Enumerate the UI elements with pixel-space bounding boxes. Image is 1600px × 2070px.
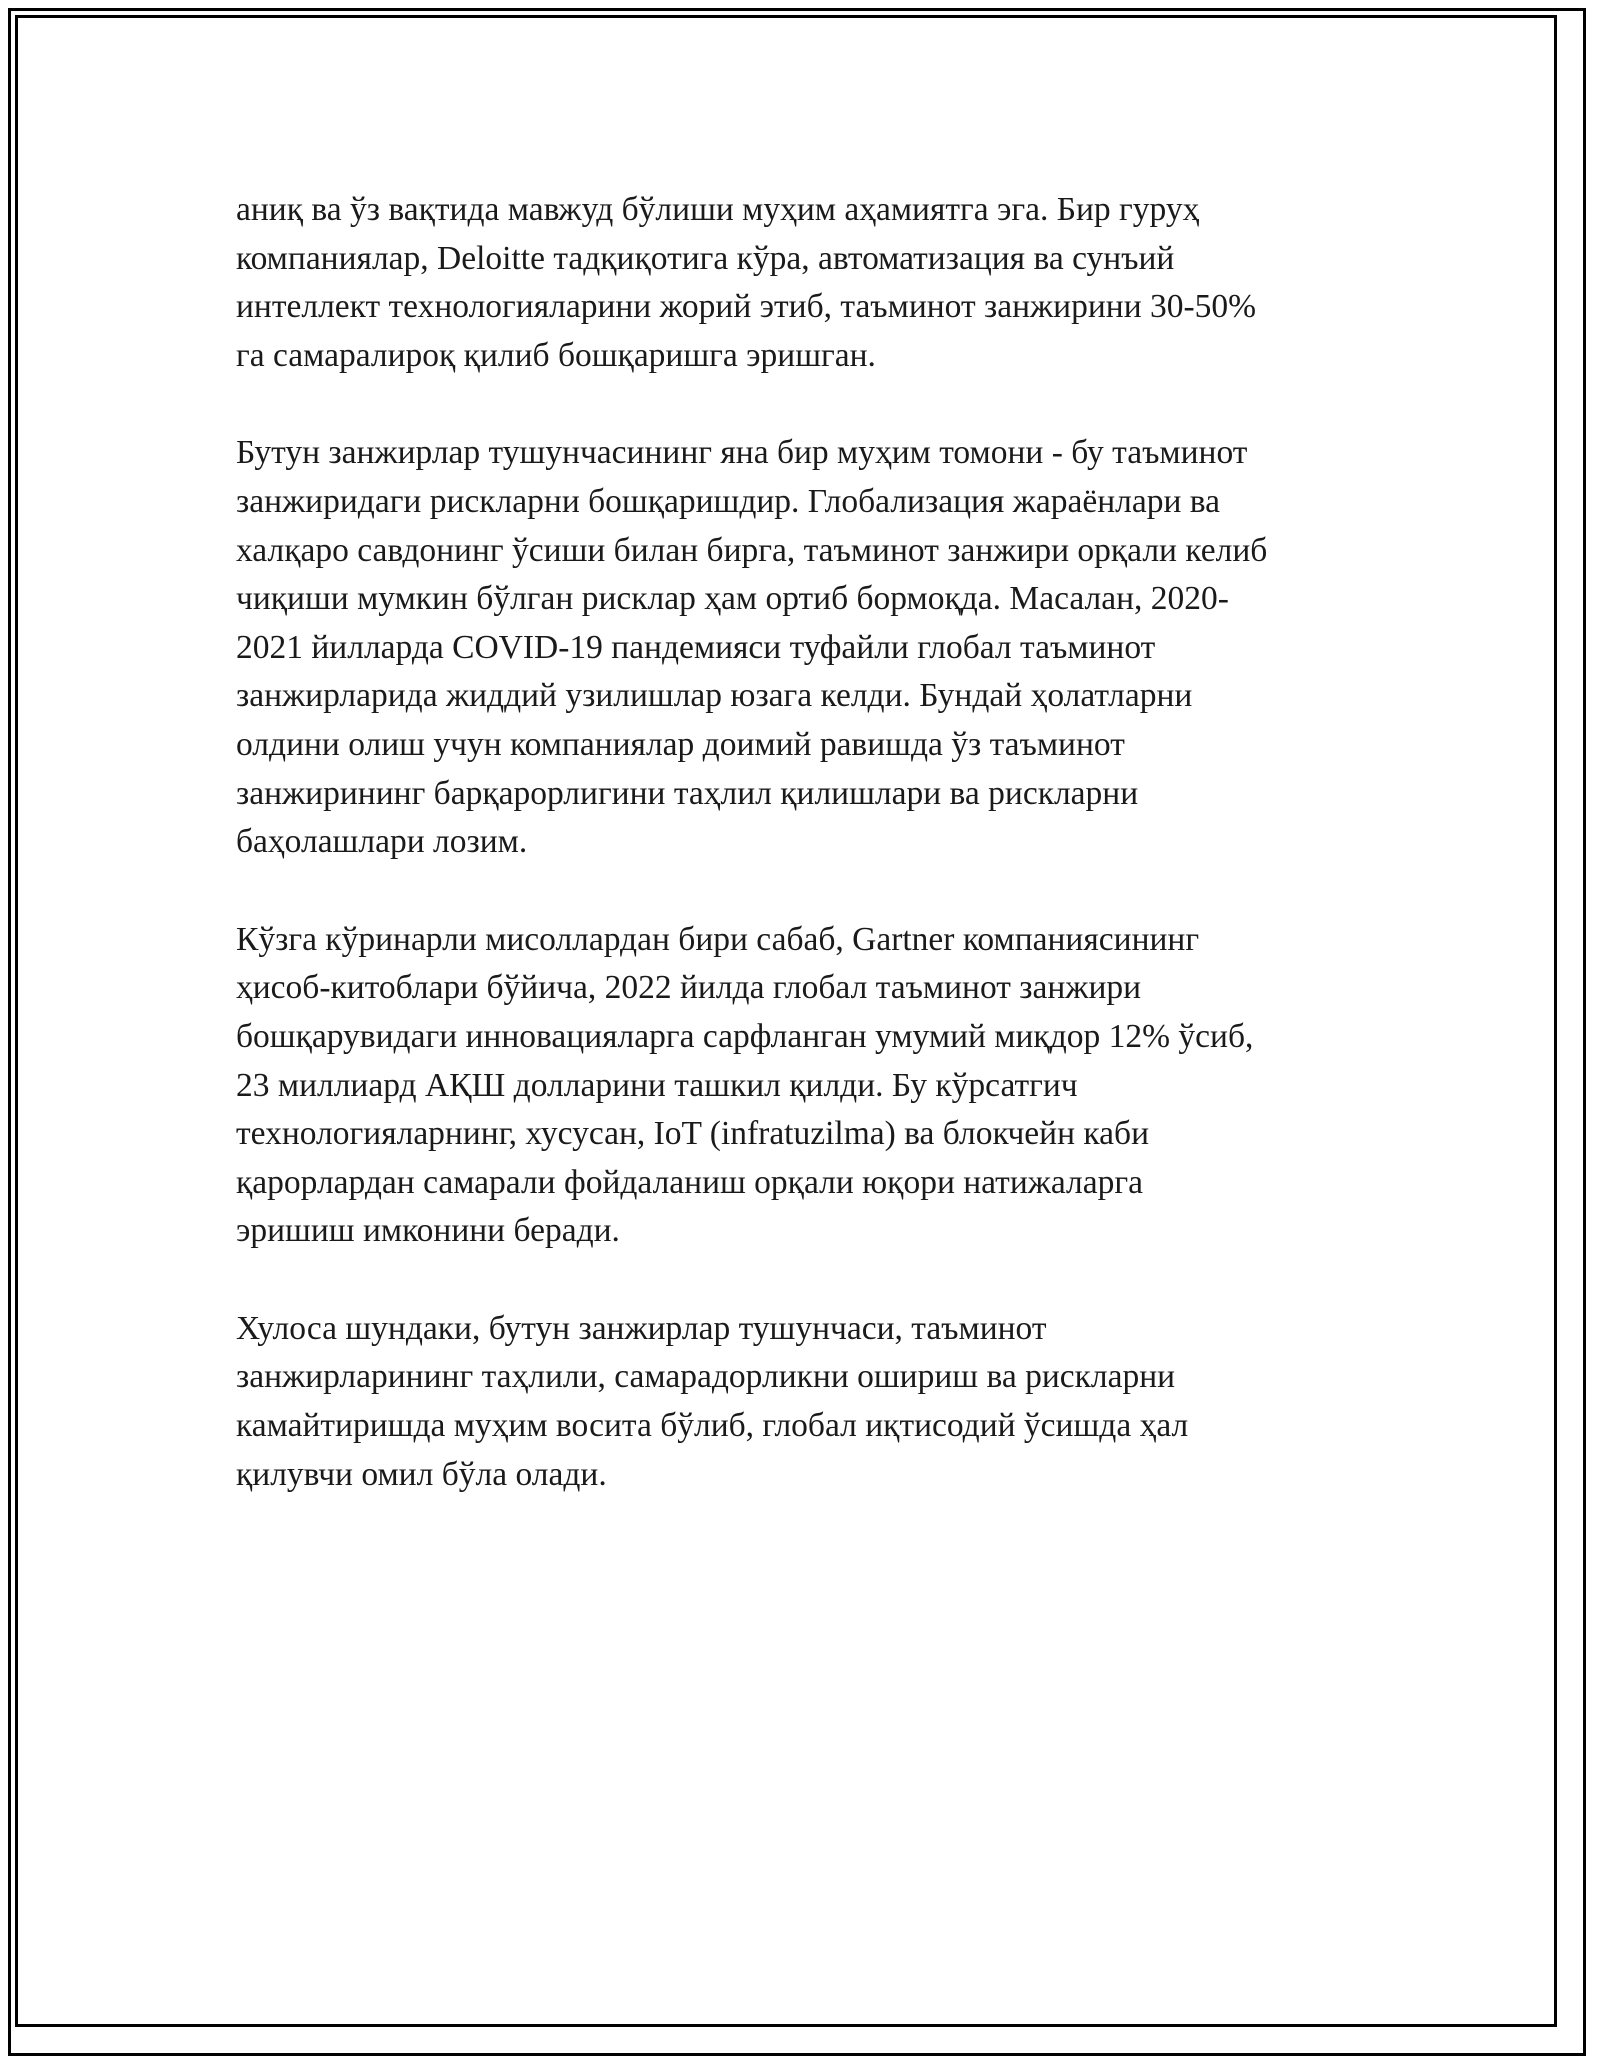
- text-line: эришиш имконини беради.: [236, 1212, 620, 1250]
- text-line: занжирининг барқарорлигини таҳлил қилишлари ва рискларни: [236, 774, 1139, 812]
- text-line: Кўзга кўринарли мисоллардан бири сабаб, Gartner компаниясининг: [236, 920, 1200, 958]
- text-line: занжирларининг таҳлили, самарадорликни ошириш ва рискларни: [236, 1358, 1176, 1396]
- text-line: камайтиришда муҳим восита бўлиб, глобал иқтисодий ўсишда ҳал: [236, 1407, 1189, 1445]
- text-line: занжиридаги рискларни бошқаришдир. Глобализация жараёнлари ва: [236, 482, 1221, 520]
- text-line: ҳисоб-китоблари бўйича, 2022 йилда глобал таъминот занжири: [236, 969, 1142, 1007]
- text-line: қилувчи омил бўла олади.: [236, 1455, 607, 1493]
- text-line: 23 миллиард АҚШ долларини ташкил қилди. Бу кўрсатгич: [236, 1066, 1078, 1104]
- text-line: Бутун занжирлар тушунчасининг яна бир муҳим томони - бу таъминот: [236, 434, 1248, 472]
- text-line: халқаро савдонинг ўсиши билан бирга, таъминот занжири орқали келиб: [236, 531, 1268, 569]
- paragraph-3: [236, 916, 1396, 1256]
- text-line: олдини олиш учун компаниялар доимий равишда ўз таъминот: [236, 725, 1125, 763]
- paragraph-1: [236, 186, 1396, 380]
- text-line: интеллект технологияларини жорий этиб, таъминот занжирини 30-50%: [236, 288, 1257, 326]
- text-line: қарорлардан самарали фойдаланиш орқали юқори натижаларга: [236, 1163, 1144, 1201]
- text-line: занжирларида жиддий узилишлар юзага келди. Бундай ҳолатларни: [236, 677, 1193, 715]
- paragraph-2: [236, 429, 1396, 866]
- text-line: компаниялар, Deloitte тадқиқотига кўра, автоматизация ва сунъий: [236, 239, 1175, 277]
- text-line: аниқ ва ўз вақтида мавжуд бўлиши муҳим аҳамиятга эга. Бир гуруҳ: [236, 191, 1200, 228]
- text-line: чиқиши мумкин бўлган рисклар ҳам ортиб бормоқда. Масалан, 2020-: [236, 580, 1229, 618]
- text-line: га самаралироқ қилиб бошқаришга эришган.: [236, 336, 876, 374]
- text-line: 2021 йилларда COVID-19 пандемияси туфайли глобал таъминот: [236, 628, 1156, 666]
- text-line: бошқарувидаги инновацияларга сарфланган умумий миқдор 12% ўсиб,: [236, 1017, 1254, 1055]
- text-line: баҳолашлари лозим.: [236, 823, 528, 861]
- paragraph-4: [236, 1305, 1396, 1499]
- document-body: [236, 186, 1396, 1548]
- text-line: Хулоса шундаки, бутун занжирлар тушунчаси, таъминот: [236, 1309, 1047, 1347]
- text-line: технологияларнинг, хусусан, IoT (infratuzilma) ва блокчейн каби: [236, 1115, 1150, 1153]
